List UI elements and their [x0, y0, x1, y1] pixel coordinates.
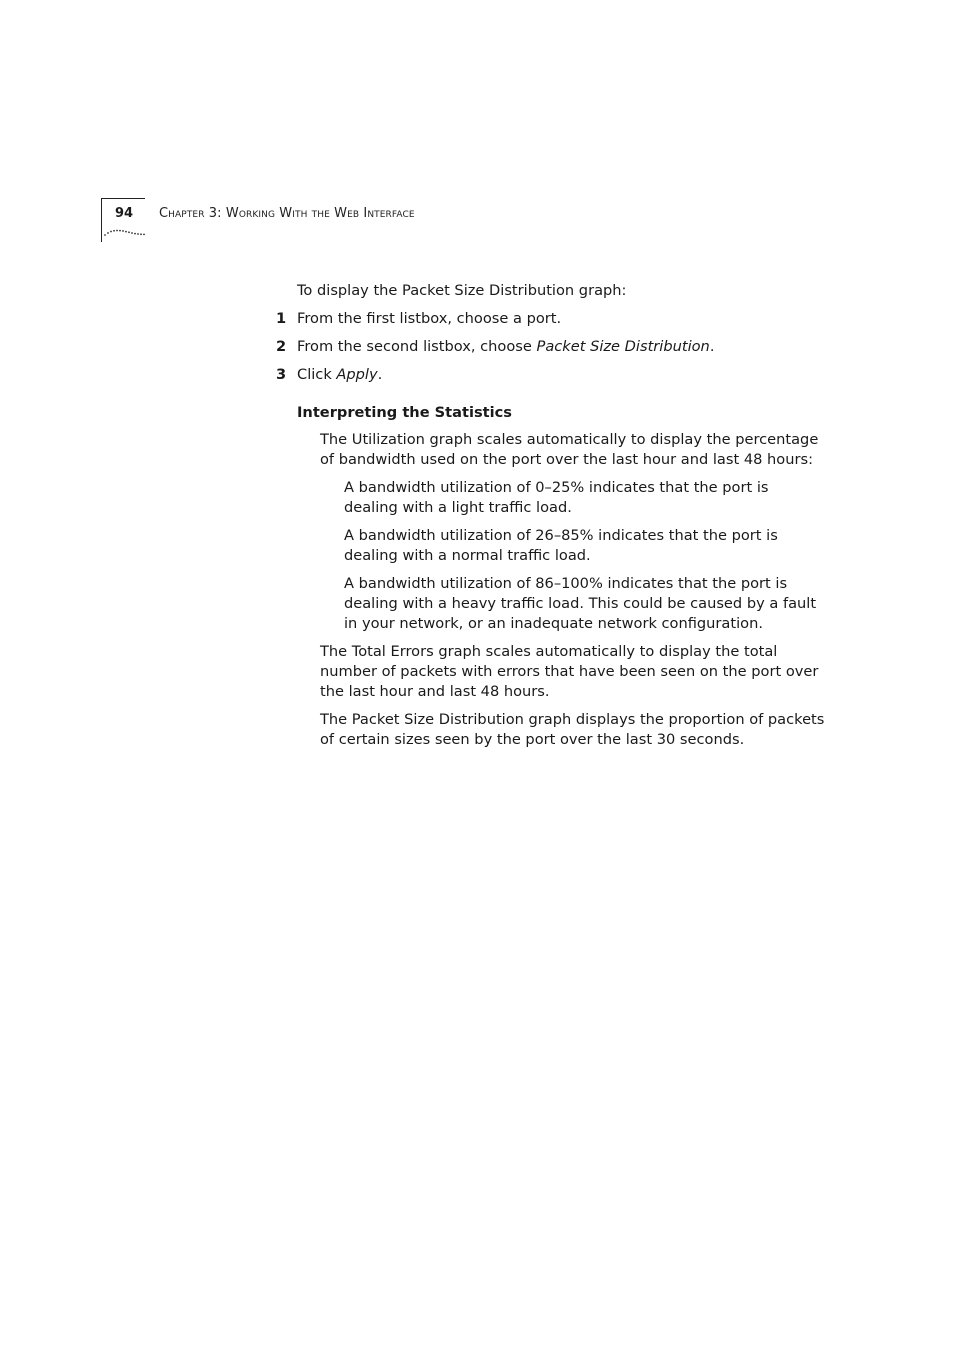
page-box-left-rule	[101, 198, 102, 242]
page-box-top-rule	[101, 198, 145, 199]
step-text-plain: From the first listbox, choose a port.	[297, 310, 562, 327]
bullet-heavy-load: A bandwidth utilization of 86–100% indicates that the port is dealing with a heavy traffic load. This could be caused by a fault in your network, or an inadequate network configuration.	[344, 575, 817, 632]
list-item	[276, 365, 836, 393]
page-number-box	[101, 198, 145, 242]
step-text	[297, 365, 382, 385]
packet-size-paragraph: The Packet Size Distribution graph displays the proportion of packets of certain sizes seen by the port over the last 30 seconds.	[320, 711, 825, 748]
utilization-paragraph: The Utilization graph scales automatically to display the percentage of bandwidth used on the port over the last hour and last 48 hours:	[320, 431, 819, 468]
intro-text: To display the Packet Size Distribution graph:	[297, 282, 627, 299]
chapter-title: Chapter 3: Working With the Web Interface	[159, 206, 415, 221]
step-text-plain: From the second listbox, choose	[297, 338, 537, 355]
dotted-arc-ornament	[103, 226, 147, 238]
step-text-tail: .	[377, 366, 383, 383]
step-text	[297, 337, 714, 357]
list-item	[276, 309, 836, 337]
step-text-plain: Click	[297, 366, 337, 383]
step-text-emphasis: Apply	[336, 366, 378, 383]
bullet-light-load: A bandwidth utilization of 0–25% indicates that the port is dealing with a light traffic load.	[344, 479, 769, 516]
step-number: 1	[276, 310, 287, 327]
step-text-tail: .	[709, 338, 715, 355]
running-header	[101, 198, 801, 244]
bullet-normal-load: A bandwidth utilization of 26–85% indicates that the port is dealing with a normal traffic load.	[344, 527, 778, 564]
step-text-emphasis: Packet Size Distribution	[536, 338, 710, 355]
step-list	[276, 309, 836, 393]
step-number: 3	[276, 366, 287, 383]
page-number: 94	[115, 206, 134, 221]
total-errors-paragraph: The Total Errors graph scales automatically to display the total number of packets with errors that have been seen on the port over the last hour and last 48 hours.	[320, 643, 819, 700]
list-item	[276, 337, 836, 365]
section-heading: Interpreting the Statistics	[297, 404, 512, 421]
step-text	[297, 309, 561, 329]
step-number: 2	[276, 338, 287, 355]
